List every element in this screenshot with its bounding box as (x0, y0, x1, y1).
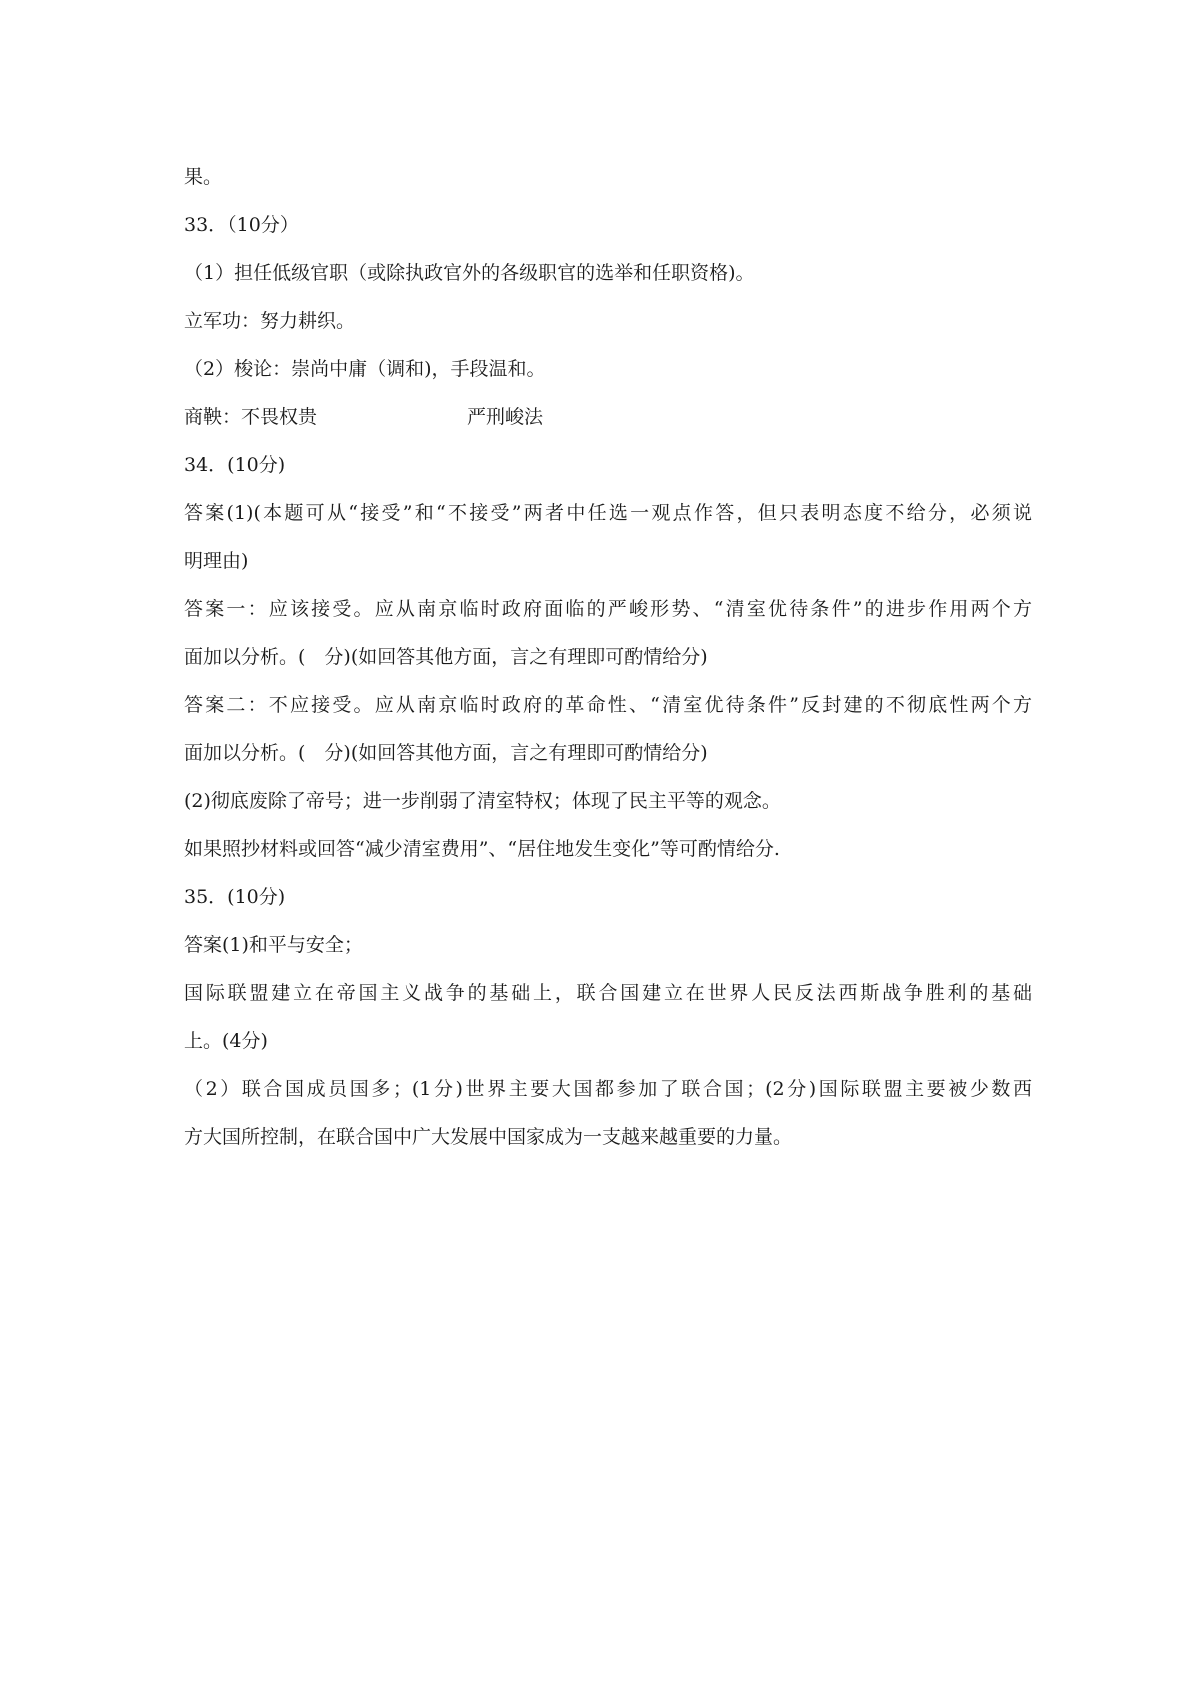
shang-yang-law: 严刑峻法 (467, 406, 544, 428)
text-line: （1）担任低级官职（或除执政官外的各级职官的选举和任职资格)。 (184, 262, 755, 284)
text-line: 答案(1)(本题可从“接受”和“不接受”两者中任选一观点作答，但只表明态度不给分，必须说 (184, 502, 1032, 524)
text-line: 答案一：应该接受。应从南京临时政府面临的严峻形势、“清室优待条件”的进步作用两个方 (184, 598, 1032, 620)
text-line: 上。(4分) (184, 1030, 268, 1052)
text-line: 立军功：努力耕织。 (184, 310, 356, 332)
text-line: 如果照抄材料或回答“减少清室费用”、“居住地发生变化”等可酌情给分. (184, 838, 780, 860)
question-33-heading: 33．（10分） (184, 214, 299, 236)
text-line: 明理由) (184, 550, 249, 572)
answer-text (184, 153, 1032, 1161)
shang-yang-label: 商鞅：不畏权贵 (184, 406, 318, 428)
text-line: （2）梭论：崇尚中庸（调和)，手段温和。 (184, 358, 546, 380)
text-line (184, 393, 1032, 441)
text-line: (2)彻底废除了帝号；进一步削弱了清室特权；体现了民主平等的观念。 (184, 790, 781, 812)
text-line: 方大国所控制，在联合国中广大发展中国家成为一支越来越重要的力量。 (184, 1126, 793, 1148)
text-line: （2）联合国成员国多；(1分)世界主要大国都参加了联合国；(2分)国际联盟主要被少数西 (184, 1078, 1032, 1100)
question-35-heading: 35．(10分) (184, 886, 286, 908)
text-line: 国际联盟建立在帝国主义战争的基础上，联合国建立在世界人民反法西斯战争胜利的基础 (184, 982, 1032, 1004)
text-line: 答案二：不应接受。应从南京临时政府的革命性、“清室优待条件”反封建的不彻底性两个方 (184, 694, 1032, 716)
text-line: 面加以分析。( 分)(如回答其他方面，言之有理即可酌情给分) (184, 646, 708, 668)
text-line: 答案(1)和平与安全； (184, 934, 363, 956)
text-line: 果。 (184, 166, 223, 188)
question-34-heading: 34．(10分) (184, 454, 286, 476)
text-line: 面加以分析。( 分)(如回答其他方面，言之有理即可酌情给分) (184, 742, 708, 764)
